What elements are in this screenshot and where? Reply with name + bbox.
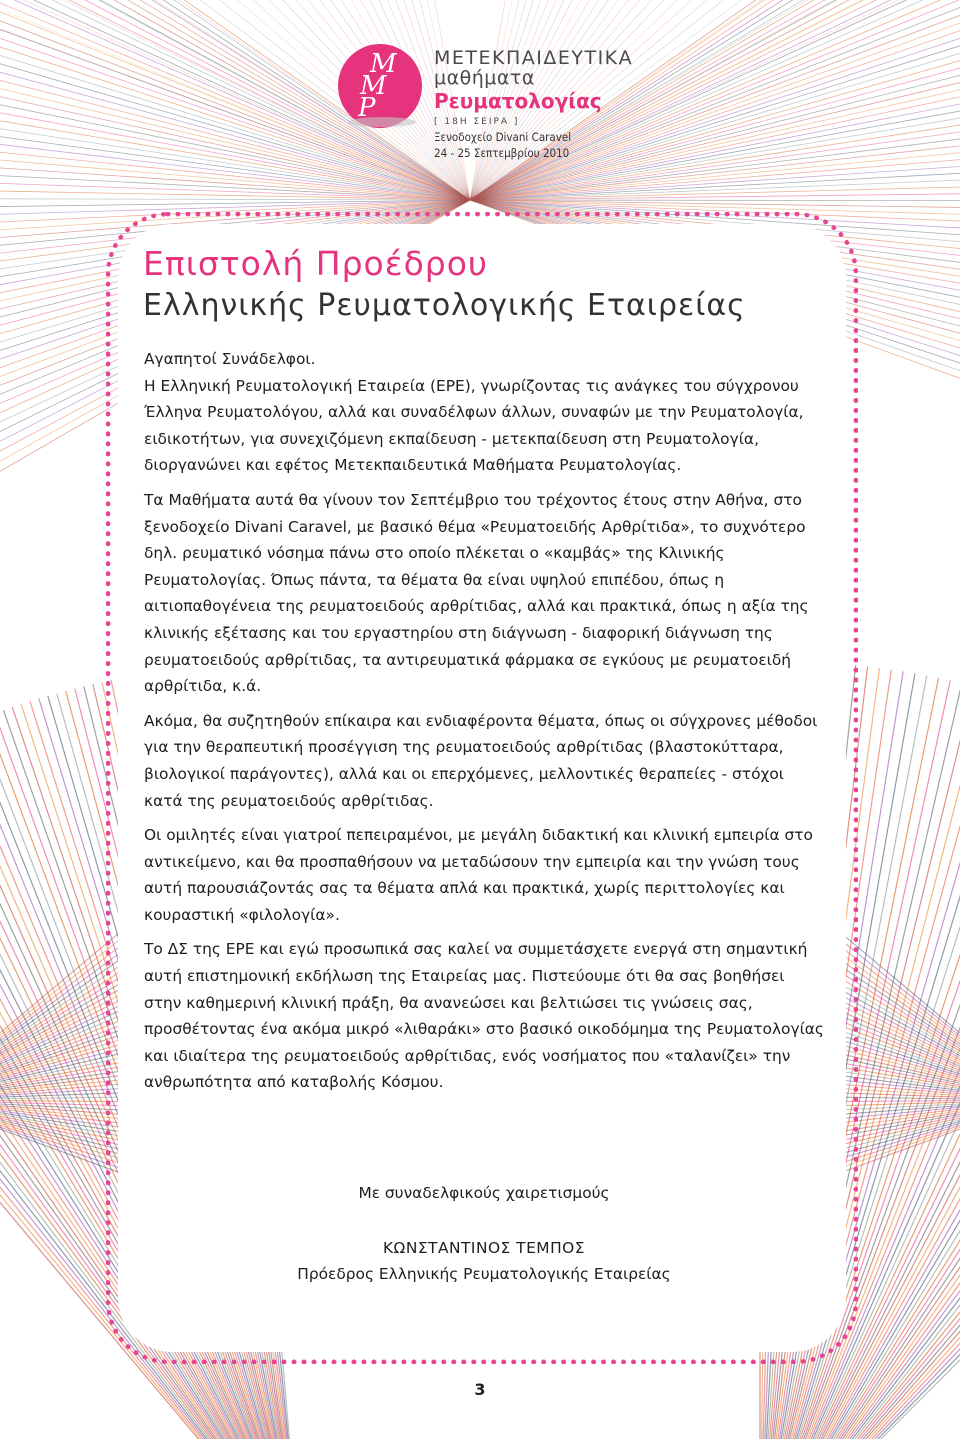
event-venue: Ξενοδοχείο Divani Caravel: [434, 130, 572, 144]
paragraph: Το ΔΣ της ΕΡΕ και εγώ προσωπικά σας καλεί να συμμετάσχετε ενεργά στη σημαντική αυτή επιστημονική εκδήλωση της Εταιρείας μας. Πιστεύουμε ότι θα σας βοηθήσει στην καθημερινή κλινική πράξη, θα ανανεώσει και βελτιώσει τις γνώσεις σας, προσθέτοντας ένα ακόμα μικρό «λιθαράκι» στο βασικό οικοδόμημα της Ρευματολογίας και ιδιαίτερα της ρευματοειδούς αρθρίτιδας, ενός νοσήματος που «ταλανίζει» την ανθρωπότητα από καταβολής Κόσμου.: [144, 940, 824, 1092]
logo-letter: Ρ: [358, 93, 376, 123]
letter-body: [144, 346, 824, 1104]
paragraph: Η Ελληνική Ρευματολογική Εταιρεία (ΕΡΕ), γνωρίζοντας τις ανάγκες του σύγχρονου Έλληνα Ρευματολόγου, αλλά και συναδέλφων άλλων, συναφών με την Ρευματολογία, ειδικοτήτων, για συνεχιζόμενη εκπαίδευση - μετεκπαίδευση στη Ρευματολογία, διοργανώνει και εφέτος Μετεκπαιδευτικά Μαθήματα Ρευματολογίας.: [144, 376, 804, 475]
page-title: Επιστολή Προέδρου: [143, 244, 489, 283]
page-subtitle: Ελληνικής Ρευματολογικής Εταιρείας: [143, 288, 746, 323]
event-logo-text: [434, 48, 633, 161]
decorative-ray: [470, 191, 960, 200]
page-number: 3: [474, 1380, 486, 1399]
paragraph: Ακόμα, θα συζητηθούν επίκαιρα και ενδιαφέροντα θέματα, όπως οι σύγχρονες μέθοδοι για την θεραπευτική προσέγγιση της ρευματοειδούς αρθρίτιδας (βλαστοκύτταρα, βιολογικοί παράγοντες), αλλά και οι επερχόμενες, μελλοντικές θεραπείες - στόχοι κατά της ρευματοειδούς αρθρίτιδας.: [144, 711, 818, 810]
logo-icon: [336, 42, 424, 130]
decorative-ray: [0, 187, 470, 200]
closing-salutation: Με συναδελφικούς χαιρετισμούς: [358, 1184, 610, 1202]
paragraph: Οι ομιλητές είναι γιατροί πεπειραμένοι, με μεγάλη διδακτική και κλινική εμπειρία στο αντικείμενο, και θα προσπαθήσουν να μεταδώσουν την εμπειρία και την γνώση τους αυτή παρουσιάζοντάς σας τα θέματα απλά και πρακτικά, χωρίς περιττολογίες και κουραστική «φιλολογία».: [144, 826, 813, 924]
signature-name: ΚΩΝΣΤΑΝΤΙΝΟΣ ΤΕΜΠΟΣ: [382, 1239, 586, 1257]
paragraph: Τα Μαθήματα αυτά θα γίνουν τον Σεπτέμβριο του τρέχοντος έτους στην Αθήνα, στο ξενοδοχείο Divani Caravel, με βασικό θέμα «Ρευματοειδής Αρθρίτιδα», το συχνότερο δηλ. ρευματικό νόσημα πάνω στο οποίο πλέκεται ο «καμβάς» της Κλινικής Ρευματολογίας. Όπως πάντα, τα θέματα θα είναι υψηλού επιπέδου, όπως η αιτιοπαθογένεια της ρευματοειδούς αρθρίτιδας, αλλά και πρακτικά, όπως η αξία της κλινικής εξέτασης και του εργαστηρίου στη διάγνωση - διαφορική διάγνωση της ρευματοειδούς αρθρίτιδας, τα αντιρευματικά φάρμακα σε εγκύους με ρευματοειδή αρθρίτιδα, κ.ά.: [144, 490, 809, 696]
event-series: [ 18Η ΣΕΙΡΑ ]: [434, 117, 520, 127]
logo-line-2: μαθήματα: [434, 67, 535, 89]
logo-line-3: Ρευματολογίας: [434, 89, 602, 113]
greeting: Αγαπητοί Συνάδελφοι.: [144, 350, 316, 368]
signature-role: Πρόεδρος Ελληνικής Ρευματολογικής Εταιρείας: [297, 1265, 671, 1283]
event-dates: 24 - 25 Σεπτεμβρίου 2010: [434, 146, 570, 160]
logo-letter: Μ: [370, 49, 397, 79]
logo-letter: Μ: [360, 71, 387, 101]
logo-line-1: ΜΕΤΕΚΠΑΙΔΕΥΤΙΚΑ: [434, 47, 634, 69]
